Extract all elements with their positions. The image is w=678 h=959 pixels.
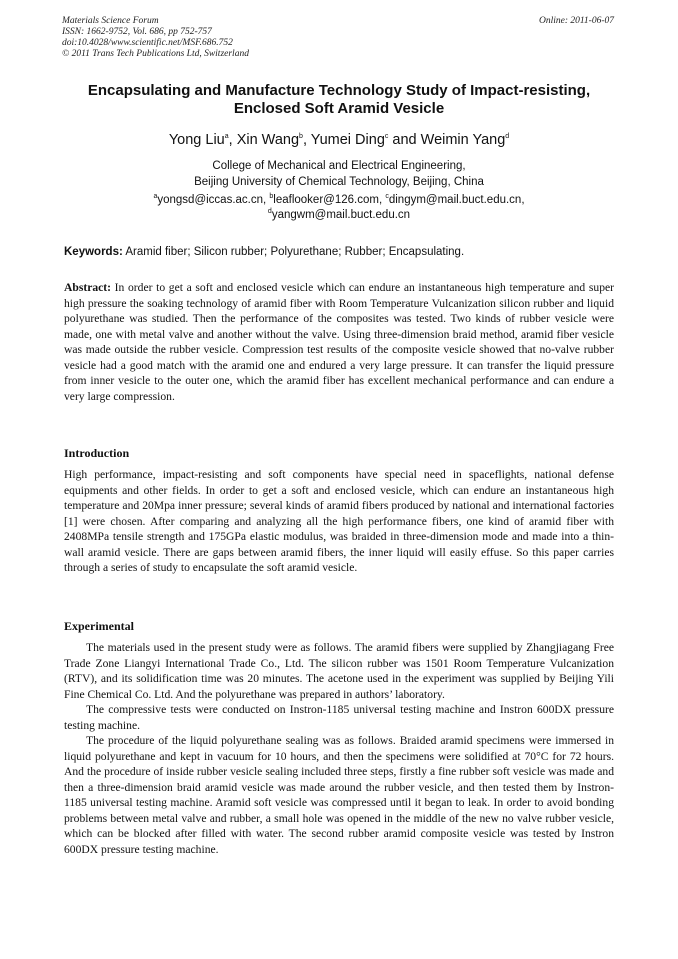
keywords	[64, 245, 614, 259]
email-3[interactable]: dingym@mail.buct.edu.cn,	[388, 194, 525, 206]
email-2-mark: b	[269, 193, 274, 201]
author-2-mark: b	[299, 133, 303, 141]
keywords-text: Aramid fiber; Silicon rubber; Polyurethane; Rubber; Encapsulating.	[122, 246, 465, 258]
doi: doi:10.4028/www.scientific.net/MSF.686.752	[62, 38, 233, 48]
title-line-2: Enclosed Soft Aramid Vesicle	[233, 100, 445, 117]
introduction-text	[64, 467, 614, 576]
email-4-mark: d	[267, 208, 272, 216]
email-1[interactable]: yongsd@iccas.ac.cn,	[157, 194, 270, 206]
abstract	[64, 280, 614, 404]
email-2[interactable]: leaflooker@126.com,	[273, 194, 386, 206]
author-2: , Xin Wang	[228, 132, 300, 148]
experimental-paragraph-2: The compressive tests were conducted on Instron-1185 universal testing machine and Instron 600DX pressure testing machine.	[64, 703, 614, 732]
author-1: Yong Liu	[168, 132, 225, 148]
affiliation-line-2: Beijing University of Chemical Technology, Beijing, China	[194, 176, 484, 188]
author-4-mark: d	[505, 133, 510, 141]
author-4: and Weimin Yang	[388, 132, 506, 148]
author-3: , Yumei Ding	[302, 132, 385, 148]
experimental-heading: Experimental	[64, 619, 134, 633]
author-1-mark: a	[224, 133, 229, 141]
journal-header	[62, 16, 614, 60]
keywords-label: Keywords:	[64, 246, 123, 258]
experimental-text	[64, 640, 614, 857]
paper-title	[40, 82, 638, 118]
affiliation-line-1: College of Mechanical and Electrical Engineering,	[212, 160, 466, 172]
author-3-mark: c	[384, 133, 389, 141]
title-line-1: Encapsulating and Manufacture Technology Study of Impact-resisting,	[87, 82, 591, 99]
abstract-text: In order to get a soft and enclosed vesicle which can endure an instantaneous high temperature and super high pressure the soaking technology of aramid fiber with Room Temperature Vulcanization silicon rubber and liquid polyurethane was studied. Then the performance of the composites was tested. Two kinds of rubber vesicle were made, one with metal valve and another without the valve. Using three-dimension braid method, aramid fiber vesicle was made outside the rubber vesicle. Compression test results of the composite vesicle showed that no-valve rubber vesicle had a good match with the aramid one and endured a very large pressure. It can transfer the liquid pressure from inner vesicle to the outer one, which the aramid fiber has excellent mechanical performance and can endure a very large compression.	[64, 281, 614, 403]
email-4[interactable]: yangwm@mail.buct.edu.cn	[271, 209, 411, 221]
copyright: © 2011 Trans Tech Publications Ltd, Switzerland	[62, 49, 249, 59]
experimental-paragraph-1: The materials used in the present study were as follows. The aramid fibers were supplied by Zhangjiagang Free Trade Zone Liangyi International Trade Co., Ltd. The silicon rubber was 1501 Room Temperature Vulcanization (RTV), and its solidification time was 20 minutes. The acetone used in the experiment was supplied by Beijing Yili Fine Chemical Co. Ltd. And the polyurethane was prepared in authors’ laboratory.	[64, 641, 614, 701]
email-3-mark: c	[385, 193, 389, 201]
introduction-paragraph: High performance, impact-resisting and soft components have special need in spaceflights, national defense equipments and other fields. In order to get a soft and enclosed vesicle, which can endure an instantaneous high temperature and 20Mpa inner pressure; several kinds of aramid fibers produced by national and international factories [1] were chosen. After comparing and analyzing all the high performance fibers, one kind of aramid fiber with 2408MPa tensile strength and 175GPa elastic modulus, was braided in three-dimension mode and made into a thin-wall aramid vesicle. There are gaps between aramid fibers, the inner liquid will easily effuse. So this paper carries through a series of study to encapsulate the soft aramid vesicle.	[64, 468, 614, 574]
abstract-label: Abstract:	[64, 281, 112, 294]
author-emails	[40, 193, 638, 223]
online-date: Online: 2011-06-07	[538, 16, 614, 26]
journal-name: Materials Science Forum	[62, 16, 159, 26]
issn: ISSN: 1662-9752, Vol. 686, pp 752-757	[62, 27, 212, 37]
affiliation	[40, 158, 638, 190]
email-1-mark: a	[153, 193, 158, 201]
author-list	[40, 131, 638, 149]
experimental-paragraph-3: The procedure of the liquid polyurethane sealing was as follows. Braided aramid specimens were immersed in liquid polyurethane and kept in vacuum for 10 hours, and then the specimens were solidified at 70°C for 72 hours. And the procedure of inside rubber vesicle sealing included three steps, firstly a fine rubber soft vesicle was made and then a three-dimension braid aramid vesicle was made around the rubber vesicle, and then tested them by Instron-1185 universal testing machine. Aramid soft vesicle was compressed until it began to leak. In order to avoid bonding problems between metal valve and rubber, a small hole was opened in the middle of the new no valve rubber vesicle, which can be blocked after filled with water. The second rubber aramid composite vesicle was tested by Instron 600DX pressure testing machine.	[64, 734, 614, 856]
introduction-heading: Introduction	[64, 446, 130, 460]
